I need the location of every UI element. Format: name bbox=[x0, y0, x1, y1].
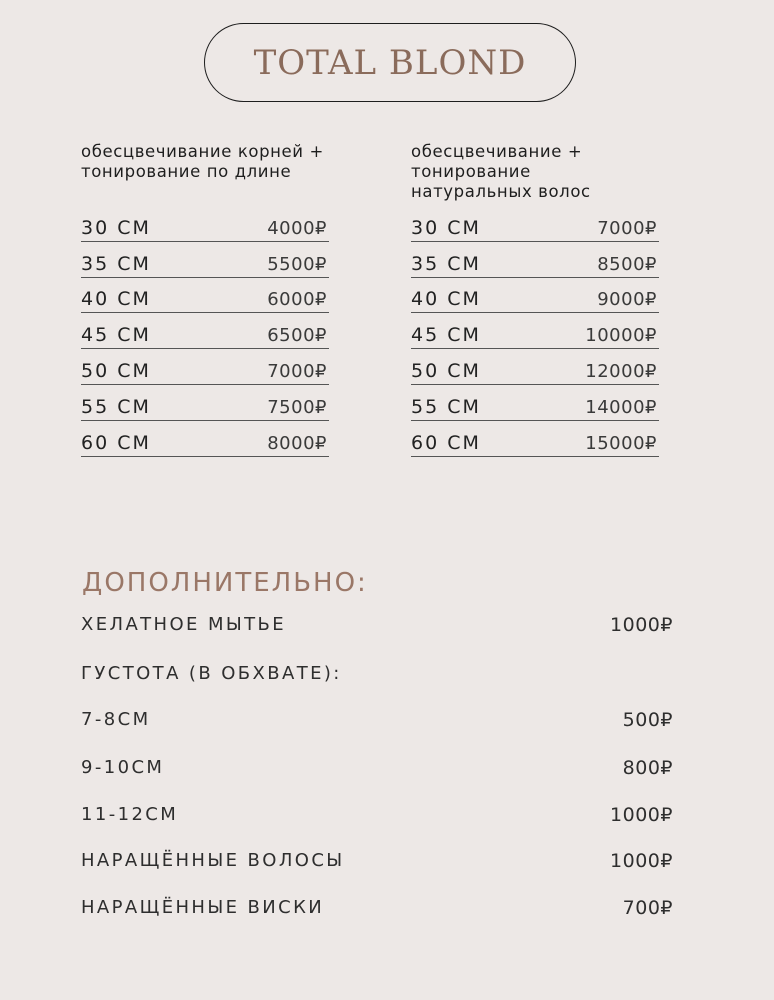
extra-item bbox=[81, 804, 673, 826]
extra-label: 9-10СМ bbox=[81, 757, 165, 778]
extra-label: 7-8СМ bbox=[81, 709, 151, 730]
price-row bbox=[81, 242, 329, 278]
extra-price: 500₽ bbox=[622, 709, 673, 731]
length-label: 45 CM bbox=[411, 324, 481, 347]
price-value: 12000₽ bbox=[585, 360, 657, 382]
price-value: 7000₽ bbox=[267, 360, 327, 382]
price-row bbox=[411, 421, 659, 457]
price-value: 14000₽ bbox=[585, 396, 657, 418]
price-value: 4000₽ bbox=[267, 217, 327, 239]
extras-heading: ДОПОЛНИТЕЛЬНО: bbox=[82, 568, 368, 598]
price-row bbox=[411, 278, 659, 314]
price-column-roots bbox=[81, 142, 329, 457]
price-value: 7000₽ bbox=[597, 217, 657, 239]
title-pill bbox=[204, 23, 576, 102]
price-value: 7500₽ bbox=[267, 396, 327, 418]
extra-price: 800₽ bbox=[622, 757, 673, 779]
price-value: 5500₽ bbox=[267, 253, 327, 275]
length-label: 55 CM bbox=[411, 395, 481, 418]
extra-item bbox=[81, 709, 673, 731]
extra-price: 700₽ bbox=[622, 897, 673, 919]
price-row bbox=[81, 313, 329, 349]
price-row bbox=[411, 385, 659, 421]
length-label: 35 CM bbox=[411, 252, 481, 275]
length-label: 60 CM bbox=[411, 431, 481, 454]
price-value: 6500₽ bbox=[267, 325, 327, 347]
length-label: 50 CM bbox=[81, 359, 151, 382]
length-label: 50 CM bbox=[411, 359, 481, 382]
price-value: 15000₽ bbox=[585, 432, 657, 454]
price-value: 8500₽ bbox=[597, 253, 657, 275]
extra-price: 1000₽ bbox=[610, 850, 673, 872]
extra-label: 11-12СМ bbox=[81, 804, 179, 825]
price-value: 10000₽ bbox=[585, 325, 657, 347]
extra-label: ГУСТОТА (В ОБХВАТЕ): bbox=[81, 663, 342, 684]
price-row bbox=[81, 206, 329, 242]
extra-label: НАРАЩЁННЫЕ ВОЛОСЫ bbox=[81, 850, 345, 871]
column-heading: обесцвечивание + тонирование натуральных волос bbox=[411, 142, 591, 201]
column-heading: обесцвечивание корней + тонирование по длине bbox=[81, 142, 324, 181]
price-row bbox=[81, 278, 329, 314]
extra-label: ХЕЛАТНОЕ МЫТЬЕ bbox=[81, 614, 287, 635]
extra-item bbox=[81, 663, 673, 684]
page-title: TOTAL BLOND bbox=[253, 42, 527, 83]
price-column-natural bbox=[411, 142, 659, 457]
length-label: 40 CM bbox=[411, 288, 481, 311]
length-label: 30 CM bbox=[81, 216, 151, 239]
price-row bbox=[411, 242, 659, 278]
length-label: 30 CM bbox=[411, 216, 481, 239]
length-label: 35 CM bbox=[81, 252, 151, 275]
price-value: 8000₽ bbox=[267, 432, 327, 454]
extra-price: 1000₽ bbox=[610, 614, 673, 636]
extra-item bbox=[81, 850, 673, 872]
length-label: 55 CM bbox=[81, 395, 151, 418]
extra-item bbox=[81, 897, 673, 919]
length-label: 45 CM bbox=[81, 324, 151, 347]
extra-price: 1000₽ bbox=[610, 804, 673, 826]
extra-label: НАРАЩЁННЫЕ ВИСКИ bbox=[81, 897, 325, 918]
price-row bbox=[81, 421, 329, 457]
extra-item bbox=[81, 757, 673, 779]
price-row bbox=[411, 313, 659, 349]
extra-item bbox=[81, 614, 673, 636]
length-label: 40 CM bbox=[81, 288, 151, 311]
price-row bbox=[411, 349, 659, 385]
price-value: 6000₽ bbox=[267, 289, 327, 311]
price-row bbox=[411, 206, 659, 242]
price-value: 9000₽ bbox=[597, 289, 657, 311]
price-row bbox=[81, 349, 329, 385]
length-label: 60 CM bbox=[81, 431, 151, 454]
price-row bbox=[81, 385, 329, 421]
